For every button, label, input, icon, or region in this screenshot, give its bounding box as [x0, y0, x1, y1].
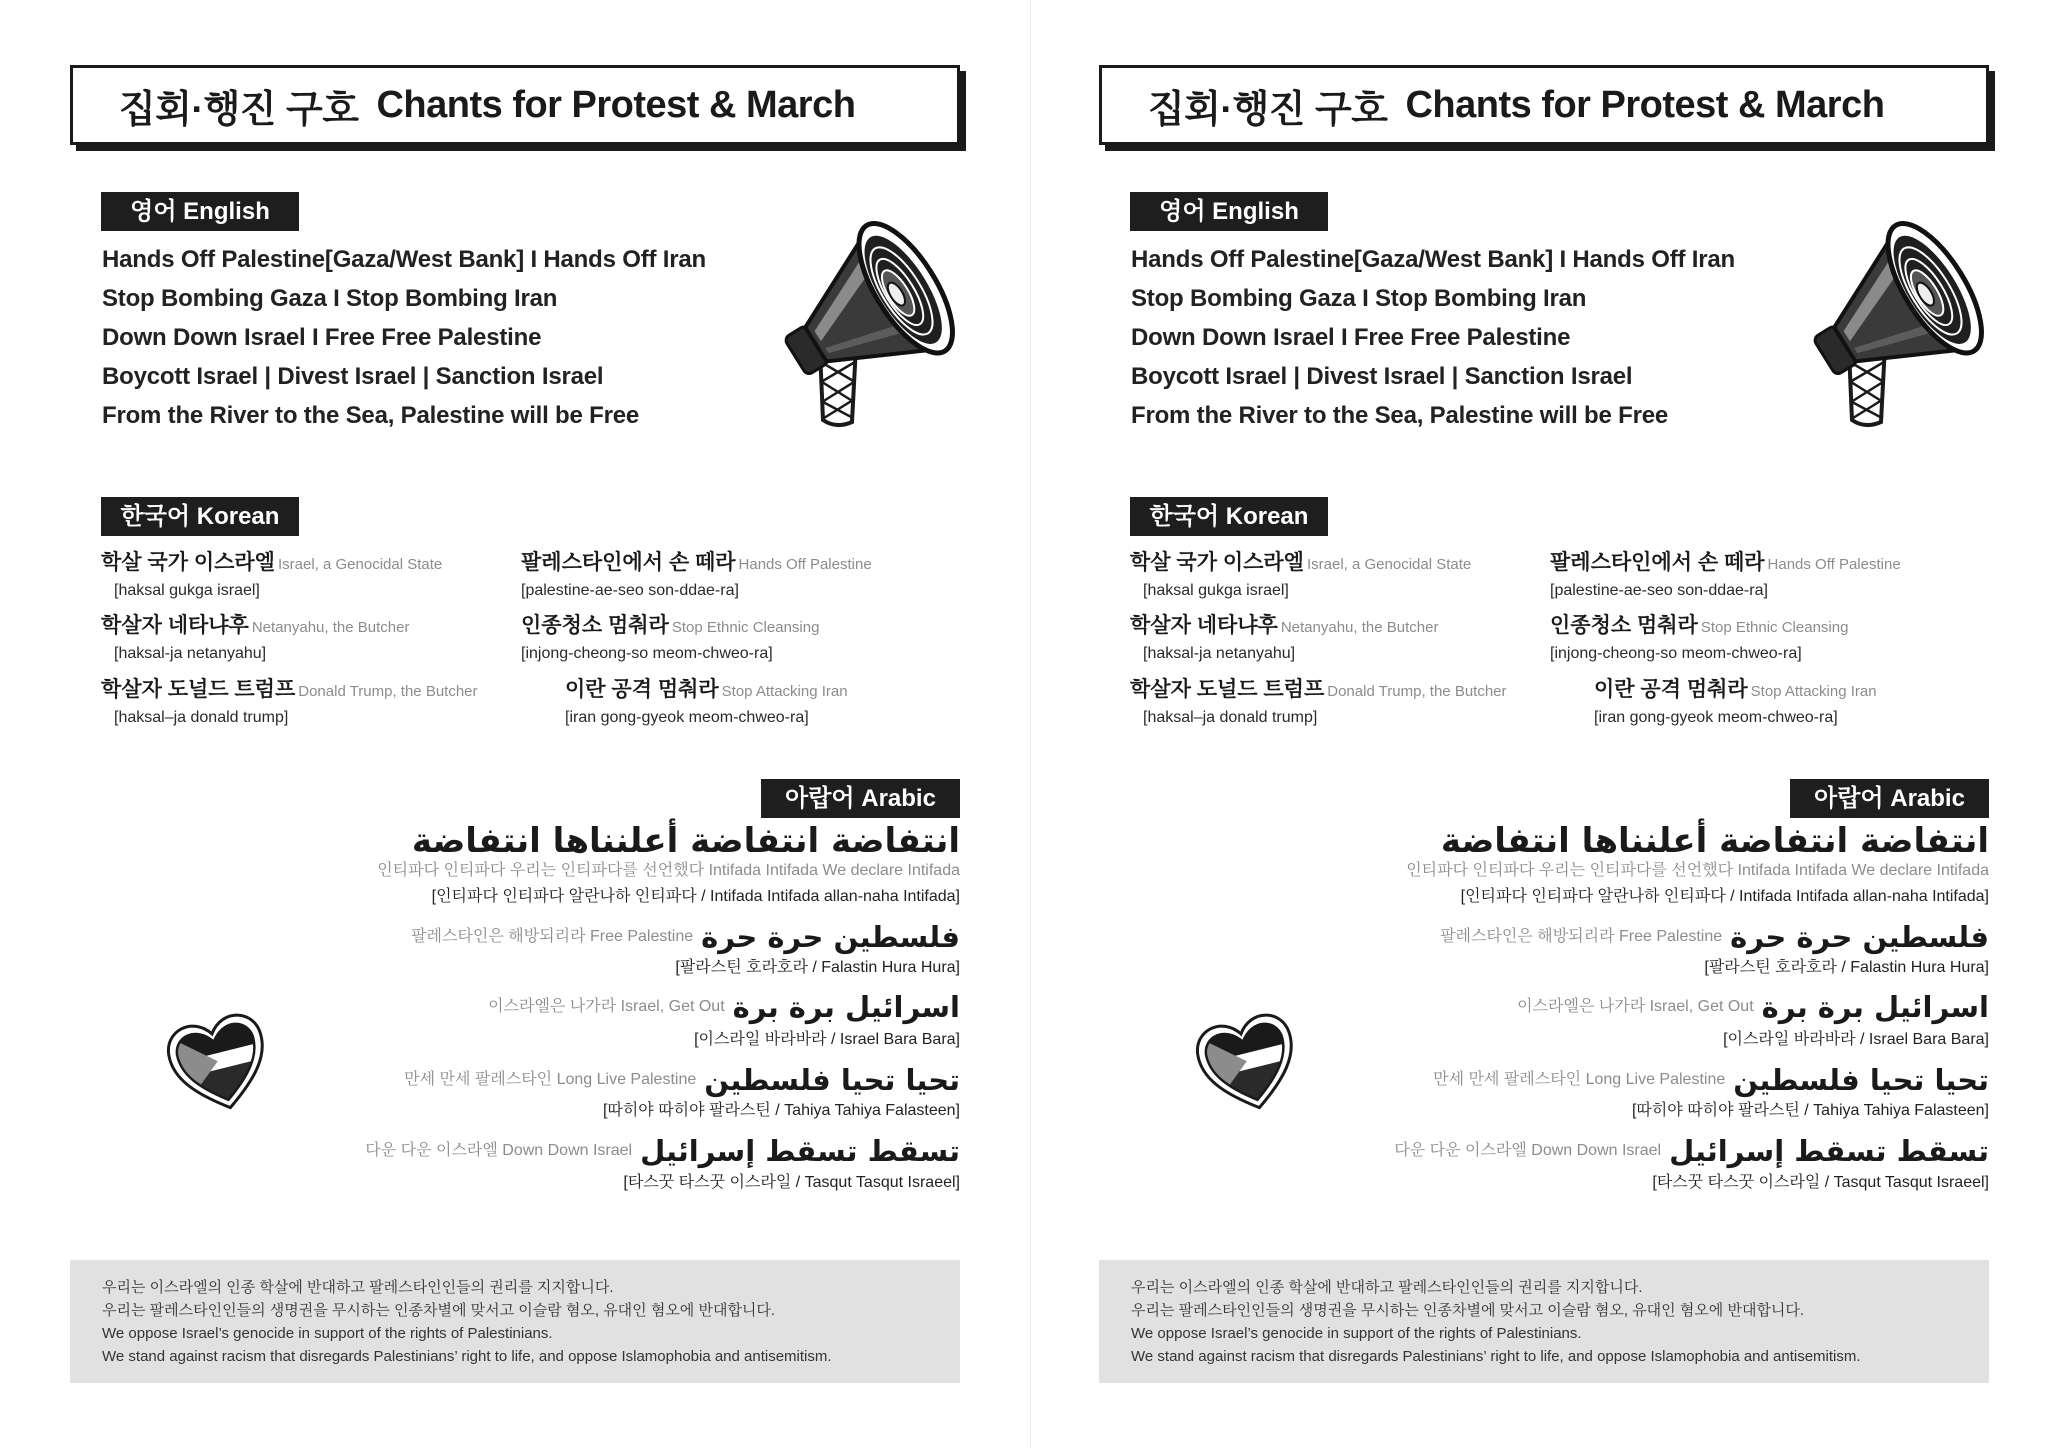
korean-chant — [101, 548, 442, 604]
arabic-chant-pronunciation: [인티파다 인티파다 알란나하 인티파다 / Intifada Intifada allan-naha Intifada] — [431, 888, 960, 905]
arabic-chant-pronunciation-line — [1652, 1171, 1989, 1195]
arabic-chant-pronunciation-line — [1723, 1028, 1989, 1052]
korean-chant-romanization: [iran gong-gyeok meom-chweo-ra] — [565, 709, 809, 726]
arabic-chant-line — [1440, 916, 1989, 958]
korean-chant-translation: Stop Attacking Iran — [721, 683, 848, 700]
arabic-chant-line — [404, 1059, 960, 1101]
arabic-chant-text: فلسطين حرة حرة — [1730, 920, 1989, 954]
megaphone-icon — [1797, 222, 1990, 430]
korean-chant-romanization: [injong-cheong-so meom-chweo-ra] — [521, 645, 773, 662]
arabic-chant-pronunciation-line — [1704, 956, 1989, 980]
statement-line: We stand against racism that disregards Palestinians’ right to life, and oppose Islamophobia and antisemitism. — [1131, 1348, 1861, 1365]
palestine-flag-heart-icon — [1197, 1007, 1299, 1113]
english-chant: From the River to the Sea, Palestine will be Free — [1131, 402, 1669, 429]
arabic-chant-pronunciation-line — [432, 885, 960, 909]
arabic-chant-line — [1441, 818, 1989, 864]
korean-chant-translation: Hands Off Palestine — [738, 556, 872, 573]
section-badge-korean: 한국어 Korean — [101, 497, 299, 536]
korean-chant-text: 이란 공격 멈춰라 — [565, 678, 719, 701]
arabic-chant-pronunciation-line — [675, 956, 960, 980]
korean-chant-translation: Netanyahu, the Butcher — [1280, 619, 1439, 636]
arabic-chant-meaning: 팔레스타인은 해방되리라 Free Palestine — [1440, 928, 1723, 945]
english-chant-list — [1131, 240, 1735, 435]
arabic-chant-meaning: 다운 다운 이스라엘 Down Down Israel — [1394, 1142, 1662, 1159]
korean-chant-text: 이란 공격 멈춰라 — [1594, 678, 1748, 701]
korean-chant-text: 학살자 네타냐후 — [1130, 614, 1278, 637]
korean-chant — [521, 548, 872, 604]
english-chant: Hands Off Palestine[Gaza/West Bank] I Hands Off Iran — [1131, 246, 1735, 273]
korean-chant — [1130, 675, 1507, 731]
title-box — [1099, 65, 1989, 145]
korean-chant-romanization: [haksal-ja netanyahu] — [1143, 645, 1296, 662]
english-chant: Down Down Israel I Free Free Palestine — [102, 324, 542, 351]
korean-chant — [101, 675, 478, 731]
solidarity-statement-box — [1099, 1260, 1989, 1383]
flyer-title-korean: 집회·행진 구호 — [119, 88, 359, 131]
arabic-chant-meaning: 이스라엘은 나가라 Israel, Get Out — [1517, 998, 1754, 1015]
korean-chant-romanization: [iran gong-gyeok meom-chweo-ra] — [1594, 709, 1838, 726]
english-chant: Stop Bombing Gaza I Stop Bombing Iran — [102, 285, 558, 312]
arabic-chant-pronunciation: [이스라일 바라바라 / Israel Bara Bara] — [694, 1031, 960, 1048]
korean-chant-romanization: [palestine-ae-seo son-ddae-ra] — [521, 582, 739, 599]
korean-chant-text: 학살자 네타냐후 — [101, 614, 249, 637]
flyer-left-copy — [70, 0, 970, 1448]
solidarity-statement-box — [70, 1260, 960, 1383]
arabic-chant-text: انتفاضة انتفاضة أعلنناها انتفاضة — [1440, 821, 1989, 861]
korean-chant-translation: Israel, a Genocidal State — [277, 556, 443, 573]
korean-chant — [1130, 548, 1471, 604]
statement-line: 우리는 팔레스타인인들의 생명권을 무시하는 인종차별에 맞서고 이슬람 혐오, 유대인 혐오에 반대합니다. — [1131, 1302, 1805, 1319]
arabic-chant-pronunciation: [타스꿋 타스꿋 이스라일 / Tasqut Tasqut Israeel] — [623, 1174, 960, 1191]
arabic-chant-pronunciation-line — [694, 1028, 960, 1052]
arabic-chant-text: فلسطين حرة حرة — [701, 920, 960, 954]
arabic-chant-text: تحيا تحيا فلسطين — [704, 1063, 960, 1097]
korean-chant-romanization: [injong-cheong-so meom-chweo-ra] — [1550, 645, 1802, 662]
korean-chant — [1594, 675, 1877, 731]
arabic-chant-line — [411, 916, 960, 958]
korean-chant-romanization: [haksal-ja netanyahu] — [114, 645, 267, 662]
section-badge-korean: 한국어 Korean — [1130, 497, 1328, 536]
english-chant: From the River to the Sea, Palestine will be Free — [102, 402, 640, 429]
arabic-chant-line — [412, 818, 960, 864]
korean-chant — [521, 611, 819, 667]
korean-chant-text: 학살 국가 이스라엘 — [101, 551, 275, 574]
arabic-chant-meaning: 다운 다운 이스라엘 Down Down Israel — [365, 1142, 633, 1159]
korean-chant-text: 학살 국가 이스라엘 — [1130, 551, 1304, 574]
english-chant: Stop Bombing Gaza I Stop Bombing Iran — [1131, 285, 1587, 312]
korean-chant-romanization: [haksal–ja donald trump] — [1143, 709, 1318, 726]
arabic-chant-meaning-line — [377, 859, 960, 883]
arabic-chant-line — [1433, 1059, 1989, 1101]
korean-chant — [1130, 611, 1438, 667]
section-badge-english: 영어 English — [1130, 192, 1328, 231]
korean-chant-text: 팔레스타인에서 손 떼라 — [1550, 551, 1765, 574]
arabic-chant-text: تحيا تحيا فلسطين — [1733, 1063, 1989, 1097]
arabic-chant-meaning: 이스라엘은 나가라 Israel, Get Out — [488, 998, 725, 1015]
flyer-right-copy — [1099, 0, 1999, 1448]
section-badge-english: 영어 English — [101, 192, 299, 231]
arabic-chant-pronunciation: [팔라스틴 호라호라 / Falastin Hura Hura] — [675, 959, 960, 976]
arabic-chant-pronunciation: [따히야 따히야 팔라스틴 / Tahiya Tahiya Falasteen] — [1631, 1102, 1989, 1119]
arabic-chant-pronunciation-line — [1632, 1099, 1989, 1123]
statement-line: 우리는 이스라엘의 인종 학살에 반대하고 팔레스타인인들의 권리를 지지합니다. — [1131, 1279, 1643, 1296]
arabic-chant-line — [1517, 986, 1989, 1028]
korean-chant-translation: Israel, a Genocidal State — [1306, 556, 1472, 573]
flyer-title-english: Chants for Protest & March — [1405, 83, 1885, 126]
arabic-chant-pronunciation: [팔라스틴 호라호라 / Falastin Hura Hura] — [1704, 959, 1989, 976]
korean-chant-romanization: [palestine-ae-seo son-ddae-ra] — [1550, 582, 1768, 599]
arabic-chant-pronunciation: [따히야 따히야 팔라스틴 / Tahiya Tahiya Falasteen] — [602, 1102, 960, 1119]
korean-chant-text: 학살자 도널드 트럼프 — [101, 678, 296, 701]
arabic-chant-meaning: 만세 만세 팔레스타인 Long Live Palestine — [404, 1071, 697, 1088]
arabic-chant-meaning-line — [1406, 859, 1989, 883]
korean-chant-translation: Donald Trump, the Butcher — [1327, 683, 1507, 700]
arabic-chant-meaning: 팔레스타인은 해방되리라 Free Palestine — [411, 928, 694, 945]
arabic-chant-text: اسرائيل برة برة — [732, 990, 960, 1024]
english-chant: Boycott Israel | Divest Israel | Sanction Israel — [1131, 363, 1633, 390]
korean-chant-text: 팔레스타인에서 손 떼라 — [521, 551, 736, 574]
statement-line: 우리는 팔레스타인인들의 생명권을 무시하는 인종차별에 맞서고 이슬람 혐오, 유대인 혐오에 반대합니다. — [102, 1302, 776, 1319]
arabic-chant-pronunciation-line — [603, 1099, 960, 1123]
korean-chant — [1550, 548, 1901, 604]
korean-chant-text: 인종청소 멈춰라 — [1550, 614, 1698, 637]
arabic-chant-pronunciation: [이스라일 바라바라 / Israel Bara Bara] — [1723, 1031, 1989, 1048]
korean-chant-translation: Stop Attacking Iran — [1750, 683, 1877, 700]
korean-chant-romanization: [haksal gukga israel] — [1143, 582, 1289, 599]
arabic-chant-pronunciation: [인티파다 인티파다 알란나하 인티파다 / Intifada Intifada allan-naha Intifada] — [1460, 888, 1989, 905]
arabic-chant-line — [488, 986, 960, 1028]
korean-chant-translation: Stop Ethnic Cleansing — [671, 619, 820, 636]
statement-line: 우리는 이스라엘의 인종 학살에 반대하고 팔레스타인인들의 권리를 지지합니다. — [102, 1279, 614, 1296]
korean-chant-translation: Hands Off Palestine — [1767, 556, 1901, 573]
korean-chant-romanization: [haksal–ja donald trump] — [114, 709, 289, 726]
english-chant: Boycott Israel | Divest Israel | Sanction Israel — [102, 363, 604, 390]
arabic-chant-meaning: 인티파다 인티파다 우리는 인티파다를 선언했다 Intifada Intifada We declare Intifada — [1406, 862, 1989, 879]
statement-line: We oppose Israel’s genocide in support of the rights of Palestinians. — [1131, 1325, 1582, 1342]
english-chant: Down Down Israel I Free Free Palestine — [1131, 324, 1571, 351]
korean-chant-translation: Stop Ethnic Cleansing — [1700, 619, 1849, 636]
title-box — [70, 65, 960, 145]
korean-chant-text: 인종청소 멈춰라 — [521, 614, 669, 637]
arabic-chant-text: اسرائيل برة برة — [1761, 990, 1989, 1024]
korean-chant — [101, 611, 409, 667]
arabic-chant-meaning: 만세 만세 팔레스타인 Long Live Palestine — [1433, 1071, 1726, 1088]
korean-chant-romanization: [haksal gukga israel] — [114, 582, 260, 599]
megaphone-icon — [768, 222, 961, 430]
english-chant: Hands Off Palestine[Gaza/West Bank] I Hands Off Iran — [102, 246, 706, 273]
arabic-chant-pronunciation-line — [1461, 885, 1989, 909]
korean-chant — [565, 675, 848, 731]
section-badge-arabic: 아랍어 Arabic — [1790, 779, 1989, 818]
flyer-title-english: Chants for Protest & March — [376, 83, 856, 126]
arabic-chant-text: تسقط تسقط إسرائيل — [1669, 1134, 1989, 1168]
statement-line: We oppose Israel’s genocide in support of the rights of Palestinians. — [102, 1325, 553, 1342]
arabic-chant-text: انتفاضة انتفاضة أعلنناها انتفاضة — [411, 821, 960, 861]
arabic-chant-line — [1394, 1130, 1989, 1172]
section-badge-arabic: 아랍어 Arabic — [761, 779, 960, 818]
page-divider — [1030, 0, 1031, 1448]
flyer-title-korean: 집회·행진 구호 — [1148, 88, 1388, 131]
arabic-chant-text: تسقط تسقط إسرائيل — [640, 1134, 960, 1168]
english-chant-list — [102, 240, 706, 435]
korean-chant-translation: Netanyahu, the Butcher — [251, 619, 410, 636]
arabic-chant-line — [365, 1130, 960, 1172]
arabic-chant-meaning: 인티파다 인티파다 우리는 인티파다를 선언했다 Intifada Intifada We declare Intifada — [377, 862, 960, 879]
palestine-flag-heart-icon — [168, 1007, 270, 1113]
statement-line: We stand against racism that disregards Palestinians’ right to life, and oppose Islamophobia and antisemitism. — [102, 1348, 832, 1365]
korean-chant-text: 학살자 도널드 트럼프 — [1130, 678, 1325, 701]
arabic-chant-pronunciation: [타스꿋 타스꿋 이스라일 / Tasqut Tasqut Israeel] — [1652, 1174, 1989, 1191]
arabic-chant-pronunciation-line — [623, 1171, 960, 1195]
korean-chant — [1550, 611, 1848, 667]
korean-chant-translation: Donald Trump, the Butcher — [298, 683, 478, 700]
